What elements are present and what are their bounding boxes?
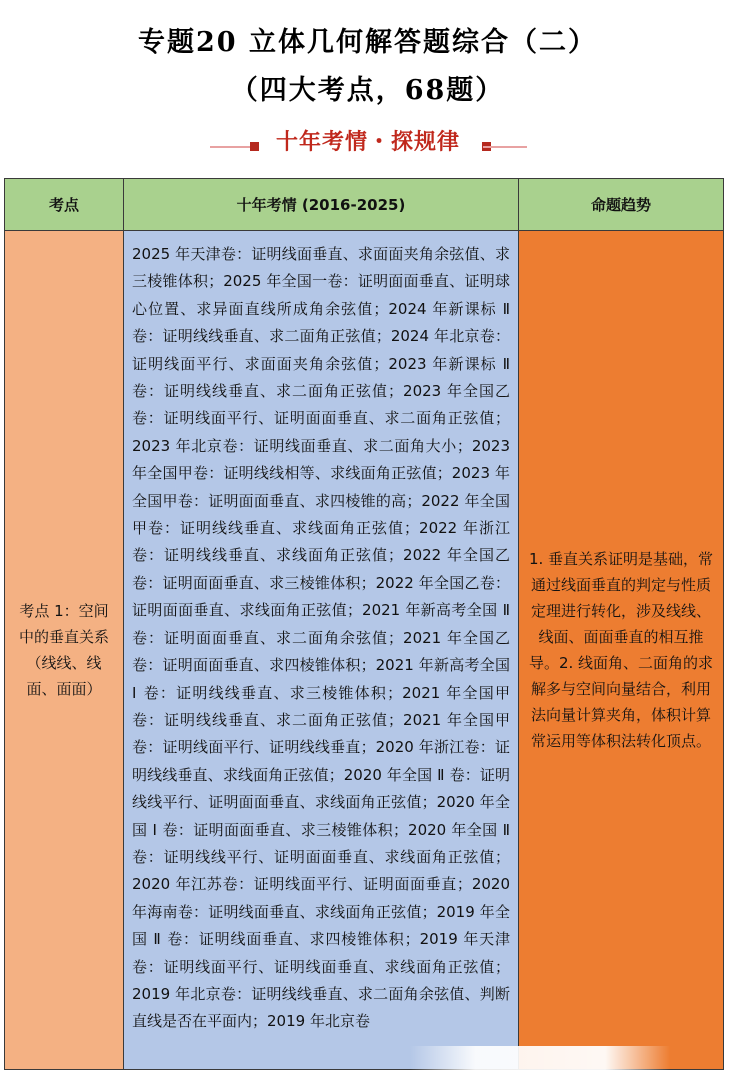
topic-cell: 考点 1：空间中的垂直关系（线线、线面、面面） — [5, 231, 124, 1070]
banner-text: 十年考情・探规律 — [275, 130, 460, 155]
banner-line-left — [210, 146, 254, 148]
trend-cell: 1. 垂直关系证明是基础，常通过线面垂直的判定与性质定理进行转化，涉及线线、线面、面面垂直的相互推导。2. 线面角、二面角的求解多与空间向量结合，利用法向量计算夹角，体积计算常运用等体积法转化顶点。 — [519, 231, 724, 1070]
table-header-row — [5, 179, 724, 231]
header-trend: 命题趋势 — [519, 179, 724, 231]
document-title: 专题20 立体几何解答题综合（二） — [138, 27, 597, 58]
table-row — [5, 231, 724, 1070]
banner-line-right — [483, 146, 527, 148]
exam-analysis-table — [4, 178, 724, 1070]
header-topic: 考点 — [5, 179, 124, 231]
banner-square-left — [250, 142, 259, 151]
document-subtitle: （四大考点，68题） — [230, 75, 505, 106]
history-cell: 2025 年天津卷：证明线面垂直、求面面夹角余弦值、求三棱锥体积；2025 年全国一卷：证明面面垂直、证明球心位置、求异面直线所成角余弦值；2024 年新课标 Ⅱ 卷：证明线线垂直、求二面角正弦值；2024 年北京卷：证明线面平行、求面面夹角余弦值；2023 年新课标 Ⅱ 卷：证明线线垂直、求二面角正弦值；2023 年全国乙卷：证明线面平行、证明面面垂直、求二面角正弦值；2023 年北京卷：证明线面垂直、求二面角大小；2023 年全国甲卷：证明线线相等、求线面角正弦值；2023 年全国甲卷：证明面面垂直、求四棱锥的高；2022 年全国甲卷：证明线线垂直、求线面角正弦值；2022 年浙江卷：证明线线垂直、求线面角正弦值；2022 年全国乙卷：证明面面垂直、求三棱锥体积；2022 年全国乙卷：证明面面垂直、求线面角正弦值；2021 年新高考全国 Ⅱ 卷：证明面面垂直、求二面角余弦值；2021 年全国乙卷：证明面面垂直、求四棱锥体积；2021 年新高考全国 Ⅰ 卷：证明线线垂直、求三棱锥体积；2021 年全国甲卷：证明线线垂直、求二面角正弦值；2021 年全国甲卷：证明线面平行、证明线线垂直；2020 年浙江卷：证明线线垂直、求线面角正弦值；2020 年全国 Ⅱ 卷：证明线线平行、证明面面垂直、求线面角正弦值；2020 年全国 Ⅰ 卷：证明面面垂直、求三棱锥体积；2020 年全国 Ⅱ 卷：证明线线平行、证明面面垂直、求线面角正弦值；2020 年江苏卷：证明线面平行、证明面面垂直；2020 年海南卷：证明线面垂直、求线面角正弦值；2019 年全国 Ⅱ 卷：证明线面垂直、求四棱锥体积；2019 年天津卷：证明线面平行、证明线面垂直、求线面角正弦值；2019 年北京卷：证明线线垂直、求二面角余弦值、判断直线是否在平面内；2019 年北京卷 — [124, 231, 519, 1070]
header-history: 十年考情 (2016-2025) — [124, 179, 519, 231]
watermark-overlay — [410, 1046, 670, 1080]
section-banner — [0, 124, 735, 158]
